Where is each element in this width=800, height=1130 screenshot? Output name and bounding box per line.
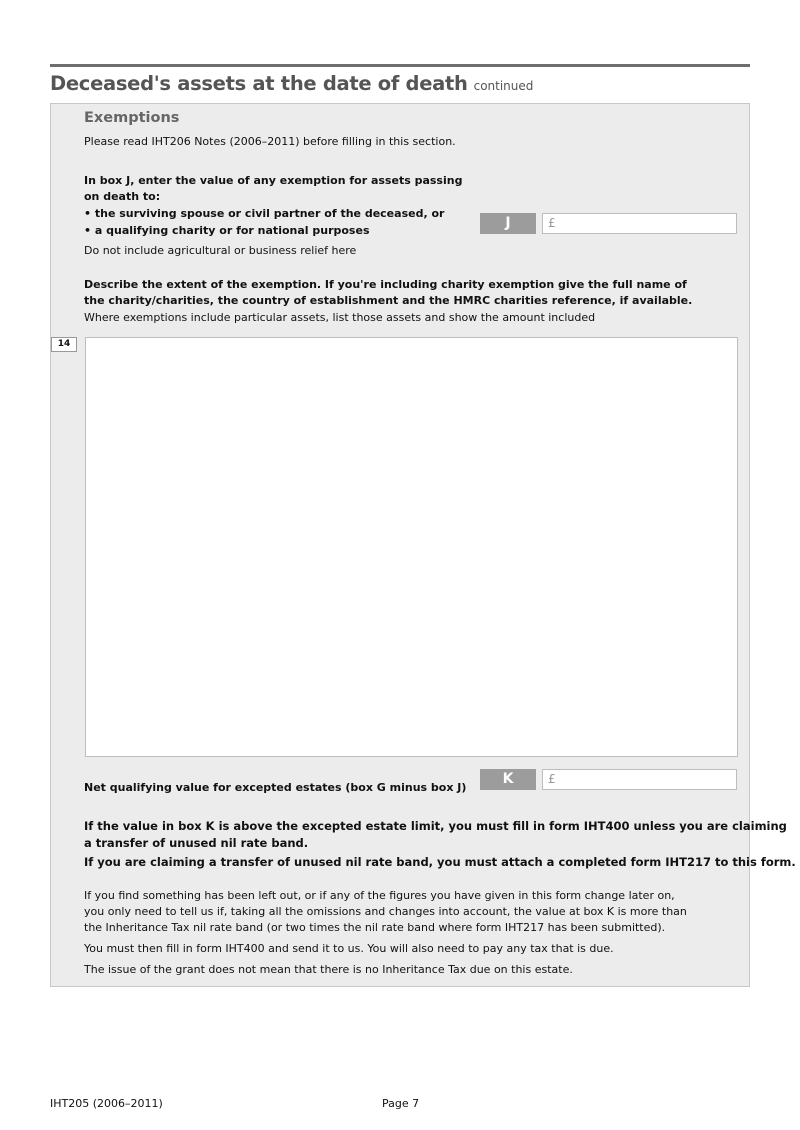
page-title-text: Deceased's assets at the date of death — [50, 72, 468, 95]
box-j-instruction-line: • the surviving spouse or civil partner of the deceased, or — [84, 207, 445, 220]
notice-line: You must then fill in form IHT400 and send it to us. You will also need to pay any tax that is due. — [84, 942, 614, 955]
box-j-instruction-line: • a qualifying charity or for national purposes — [84, 224, 370, 237]
box-j-label: J — [480, 213, 536, 234]
page-number: Page 7 — [382, 1097, 420, 1110]
form-id: IHT205 (2006–2011) — [50, 1097, 163, 1110]
notice-bold-line: If the value in box K is above the excepted estate limit, you must fill in form IHT400 unless you are claiming — [84, 819, 787, 833]
describe-instruction-line: Describe the extent of the exemption. If you're including charity exemption give the full name of — [84, 278, 687, 291]
notice-bold-line: If you are claiming a transfer of unused nil rate band, you must attach a completed form IHT217 to this form. — [84, 855, 796, 869]
section-title: Exemptions — [84, 110, 180, 126]
pound-sign: £ — [548, 216, 556, 230]
notice-line: the Inheritance Tax nil rate band (or two times the nil rate band where form IHT217 has been submitted). — [84, 921, 666, 934]
section-intro: Please read IHT206 Notes (2006–2011) before filling in this section. — [84, 135, 456, 148]
notice-line: you only need to tell us if, taking all the omissions and changes into account, the value at box K is more than — [84, 905, 687, 918]
describe-note: Where exemptions include particular assets, list those assets and show the amount included — [84, 311, 596, 324]
box-j-instruction-line: In box J, enter the value of any exemption for assets passing — [84, 174, 463, 187]
notice-line: The issue of the grant does not mean that there is no Inheritance Tax due on this estate. — [84, 963, 573, 976]
page-title — [50, 72, 533, 95]
continued-label: continued — [473, 79, 534, 93]
describe-instruction-line: the charity/charities, the country of establishment and the HMRC charities reference, if available. — [84, 294, 693, 307]
box-k-label: K — [480, 769, 536, 790]
net-value-label: Net qualifying value for excepted estates (box G minus box J) — [84, 781, 467, 794]
exemption-description-textarea[interactable] — [85, 337, 738, 757]
pound-sign: £ — [548, 772, 556, 786]
question-number: 14 — [51, 337, 77, 352]
box-j-instruction-line: on death to: — [84, 190, 161, 203]
notice-bold-line: a transfer of unused nil rate band. — [84, 836, 309, 850]
header-rule — [50, 64, 750, 67]
box-j-amount-field[interactable] — [542, 213, 737, 234]
notice-line: If you find something has been left out, or if any of the figures you have given in this form change later on, — [84, 889, 675, 902]
box-k-amount-field[interactable] — [542, 769, 737, 790]
box-j-note: Do not include agricultural or business relief here — [84, 244, 357, 257]
